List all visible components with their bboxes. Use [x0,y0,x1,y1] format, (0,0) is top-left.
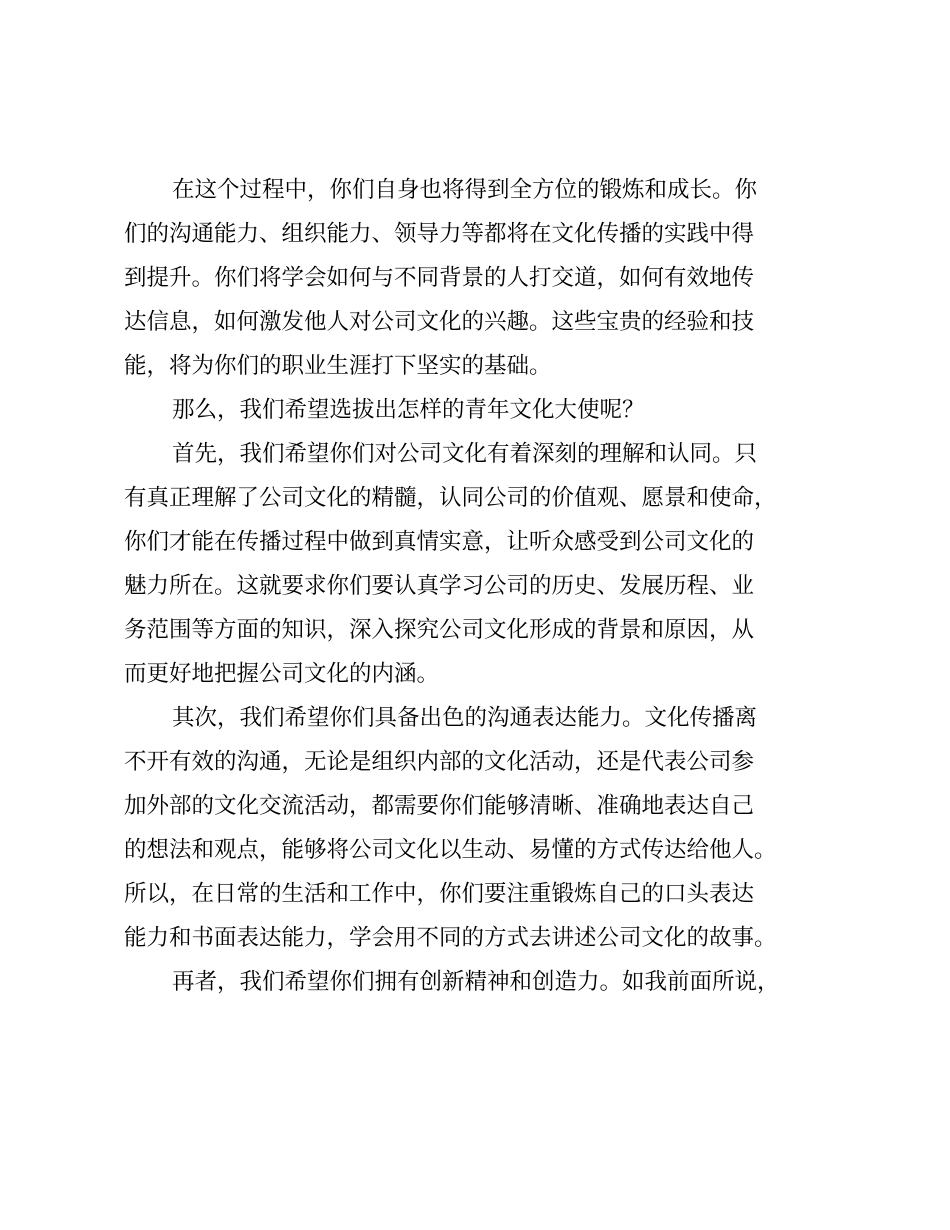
paragraph-line: 魅力所在。这就要求你们要认真学习公司的历史、发展历程、业 [124,573,755,599]
paragraph-line: 不开有效的沟通，无论是组织内部的文化活动，还是代表公司参 [124,749,755,775]
paragraph-line: 其次，我们希望你们具备出色的沟通表达能力。文化传播离 [172,705,758,731]
paragraph-line: 再者，我们希望你们拥有创新精神和创造力。如我前面所说， [172,969,780,995]
paragraph-line: 加外部的文化交流活动，都需要你们能够清晰、准确地表达自己 [124,793,755,819]
paragraph-line: 到提升。你们将学会如何与不同背景的人打交道，如何有效地传 [124,265,755,291]
document-body [124,168,844,1004]
paragraph-line: 达信息，如何激发他人对公司文化的兴趣。这些宝贵的经验和技 [124,309,755,335]
paragraph-line: 能力和书面表达能力，学会用不同的方式去讲述公司文化的故事。 [124,925,777,951]
paragraph-line: 务范围等方面的知识，深入探究公司文化形成的背景和原因，从 [124,617,755,643]
paragraph-line: 的想法和观点，能够将公司文化以生动、易懂的方式传达给他人。 [124,837,777,863]
paragraph-line: 你们才能在传播过程中做到真情实意，让听众感受到公司文化的 [124,529,755,555]
paragraph-line: 首先，我们希望你们对公司文化有着深刻的理解和认同。只 [172,441,758,467]
paragraph-line: 所以，在日常的生活和工作中，你们要注重锻炼自己的口头表达 [124,881,755,907]
paragraph-line: 而更好地把握公司文化的内涵。 [124,661,440,687]
paragraph-line: 那么，我们希望选拔出怎样的青年文化大使呢？ [172,397,645,423]
paragraph-line: 有真正理解了公司文化的精髓，认同公司的价值观、愿景和使命， [124,485,777,511]
paragraph-line: 能，将为你们的职业生涯打下坚实的基础。 [124,353,552,379]
paragraph-line: 在这个过程中，你们自身也将得到全方位的锻炼和成长。你 [172,177,758,203]
paragraph-line: 们的沟通能力、组织能力、领导力等都将在文化传播的实践中得 [124,221,755,247]
